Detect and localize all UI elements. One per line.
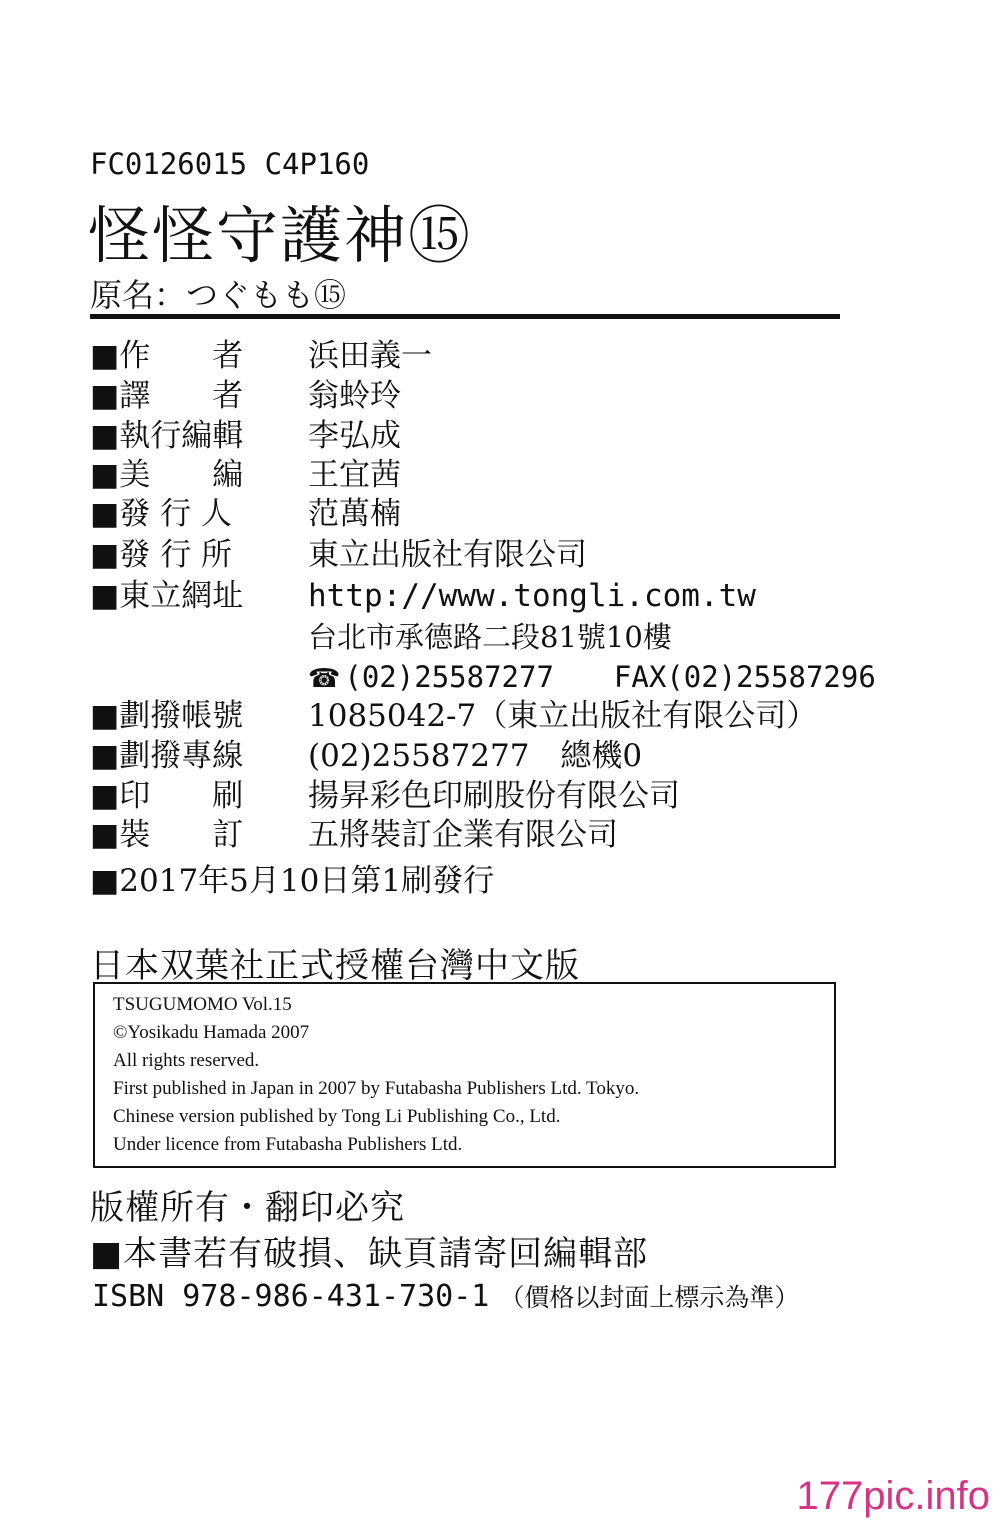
original-title: 原名：つぐもも⑮ [90, 276, 347, 314]
address: 台北市承德路二段81號10樓 [308, 620, 672, 654]
credit-label: ■美 編 [90, 457, 244, 493]
copyright-line: TSUGUMOMO Vol.15 [113, 994, 292, 1015]
book-title: 怪怪守護神⑮ [88, 199, 473, 272]
credit-label: ■劃撥帳號 [90, 698, 244, 734]
credit-value: 浜田義一 [308, 338, 432, 374]
credit-value: 1085042-7（東立出版社有限公司） [308, 698, 818, 734]
product-code: FC0126015 C4P160 [90, 147, 370, 181]
credit-label: ■劃撥專線 [90, 738, 244, 774]
price-note: （價格以封面上標示為準） [499, 1283, 800, 1312]
credit-value: 王宜茜 [308, 457, 401, 493]
credit-label: ■裝 訂 [90, 817, 244, 853]
credit-value: 范萬楠 [308, 496, 401, 532]
watermark: 177pic.info [796, 1474, 990, 1518]
credit-label: ■執行編輯 [90, 418, 244, 454]
copyright-line: First published in Japan in 2007 by Futabasha Publishers Ltd. Tokyo. [113, 1078, 640, 1099]
credit-value: 揚昇彩色印刷股份有限公司 [308, 778, 680, 814]
credit-value: http://www.tongli.com.tw [308, 578, 756, 614]
credit-value: 五將裝訂企業有限公司 [308, 817, 618, 853]
fax-number: FAX(02)25587296 [613, 660, 876, 694]
credit-value: 東立出版社有限公司 [308, 537, 587, 573]
credit-label: ■東立網址 [90, 578, 244, 614]
phone-number: (02)25587277 [344, 660, 554, 694]
credit-value: (02)25587277 總機0 [308, 738, 643, 774]
credit-label: ■譯 者 [90, 378, 244, 414]
publish-date: ■2017年5月10日第1刷發行 [90, 863, 495, 899]
credit-label: ■發 行 人 [90, 496, 232, 532]
isbn: ISBN 978-986-431-730-1 [92, 1279, 490, 1314]
isbn-line [92, 1278, 799, 1314]
credit-value: 翁蛉玲 [308, 378, 401, 414]
copyright-line: Chinese version published by Tong Li Publishing Co., Ltd. [113, 1106, 561, 1127]
rights-notice: 版權所有・翻印必究 [90, 1188, 405, 1228]
authorization-notice: 日本双葉社正式授權台灣中文版 [90, 946, 580, 986]
copyright-line: All rights reserved. [113, 1050, 260, 1071]
credit-label: ■作 者 [90, 338, 244, 374]
credit-label: ■發 行 所 [90, 537, 232, 573]
credit-label: ■印 刷 [90, 778, 244, 814]
damage-notice: ■本書若有破損、缺頁請寄回編輯部 [90, 1234, 649, 1274]
divider [90, 314, 840, 319]
credit-value: 李弘成 [308, 418, 401, 454]
copyright-box [93, 982, 836, 1168]
phone-line [308, 657, 876, 699]
copyright-line: ©Yosikadu Hamada 2007 [113, 1022, 310, 1043]
phone-icon: ☎ [308, 664, 341, 694]
copyright-line: Under licence from Futabasha Publishers Ltd. [113, 1134, 463, 1155]
